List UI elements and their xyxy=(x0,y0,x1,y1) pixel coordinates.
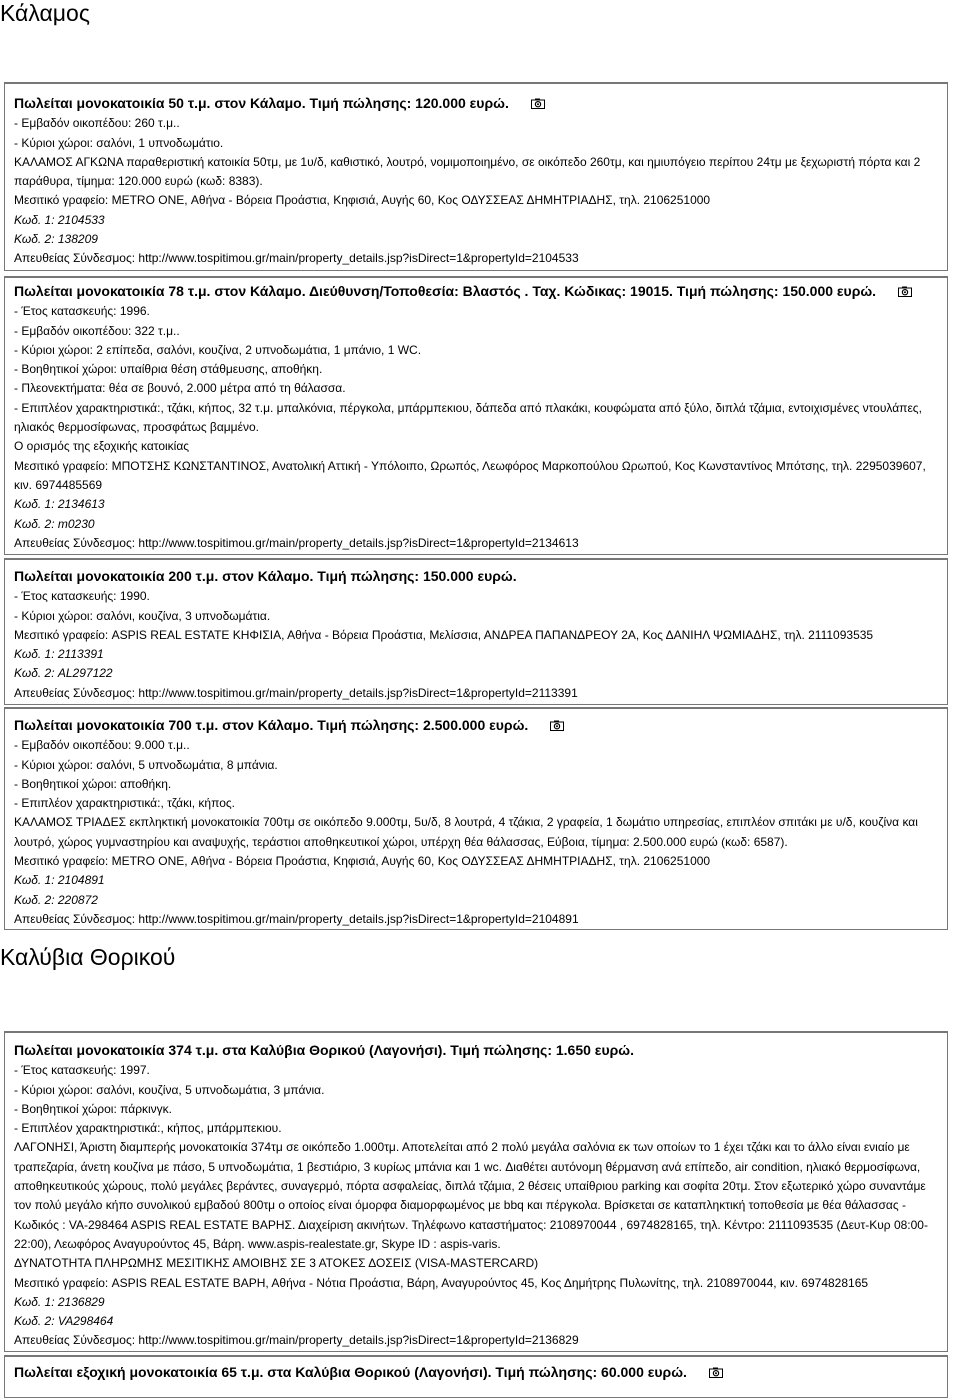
listing-line: - Επιπλέον χαρακτηριστικά:, κήπος, μπάρμπεκιου. xyxy=(14,1121,282,1136)
listing-line: - Έτος κατασκευής: 1997. xyxy=(14,1063,150,1078)
camera-icon[interactable] xyxy=(550,720,564,731)
agency-info: Μεσιτικό γραφείο: ΜΠΟΤΣΗΣ ΚΩΝΣΤΑΝΤΙΝΟΣ, Ανατολική Αττική - Υπόλοιπο, Ωρωπός, Λεωφόρος Μαρκοπούλου Ωρωπού, Κος Κωνσταντίνος Μπότσης, τηλ. 2295039607, κιν. 6974485569 xyxy=(14,458,926,492)
code-1: Κωδ. 1: 2104891 xyxy=(14,873,105,888)
listing-line: - Κύριοι χώροι: 2 επίπεδα, σαλόνι, κουζίνα, 2 υπνοδωμάτια, 1 μπάνιο, 1 WC. xyxy=(14,342,422,357)
direct-link[interactable]: Απευθείας Σύνδεσμος: http://www.tospitimou.gr/main/property_details.jsp?isDirect=1&propertyId=2104533 xyxy=(14,251,579,266)
listing-line: - Επιπλέον χαρακτηριστικά:, τζάκι, κήπος. xyxy=(14,796,236,811)
listing-heading: Πωλείται μονοκατοικία 700 τ.μ. στον Κάλαμο. Τιμή πώλησης: 2.500.000 ευρώ. xyxy=(14,717,529,733)
listing-line: - Βοηθητικοί χώροι: πάρκινγκ. xyxy=(14,1101,173,1116)
code-2: Κωδ. 2: VA298464 xyxy=(14,1314,114,1329)
code-2: Κωδ. 2: AL297122 xyxy=(14,666,113,681)
agency-info: Μεσιτικό γραφείο: ASPIS REAL ESTATE ΒΑΡΗ, Αθήνα - Νότια Προάστια, Βάρη, Αναγυρούντος 45, Κος Δημήτρης Πυλωνίτης, τηλ. 2108970044, κιν. 6974828165 xyxy=(14,1275,869,1290)
listing-line: - Έτος κατασκευής: 1996. xyxy=(14,304,150,319)
listing-line: - Επιπλέον χαρακτηριστικά:, τζάκι, κήπος, 32 τ.μ. μπαλκόνια, πέργκολα, μπάρμπεκιου, δάπεδα από πλακάκι, κουφώματα από ξύλο, διπλά τζάμια, εντοιχισμένες ντουλάπες, ηλιακός θερμοσίφωνας, προσφάτως βαμμένο. xyxy=(14,400,922,435)
direct-link[interactable]: Απευθείας Σύνδεσμος: http://www.tospitimou.gr/main/property_details.jsp?isDirect=1&propertyId=2113391 xyxy=(14,685,578,700)
listing-line: Ο ορισμός της εξοχικής κατοικίας xyxy=(14,439,190,454)
code-2: Κωδ. 2: 220872 xyxy=(14,892,98,907)
code-1: Κωδ. 1: 2136829 xyxy=(14,1294,105,1309)
listing-line: - Κύριοι χώροι: σαλόνι, κουζίνα, 3 υπνοδωμάτια. xyxy=(14,608,271,623)
listing-2 xyxy=(14,282,944,553)
listing-line: - Εμβαδόν οικοπέδου: 322 τ.μ.. xyxy=(14,323,180,338)
listing-line: - Κύριοι χώροι: σαλόνι, 5 υπνοδωμάτια, 8 μπάνια. xyxy=(14,757,278,772)
section-title-kalamos: Κάλαμος xyxy=(0,0,90,26)
listing-line: - Κύριοι χώροι: σαλόνι, 1 υπνοδωμάτιο. xyxy=(14,135,224,150)
camera-icon[interactable] xyxy=(709,1367,723,1378)
listing-line: - Εμβαδόν οικοπέδου: 9.000 τ.μ.. xyxy=(14,738,190,753)
listing-description: ΚΑΛΑΜΟΣ ΤΡΙΑΔΕΣ εκπληκτική μονοκατοικία 700τμ σε οικόπεδο 9.000τμ, 5υ/δ, 8 λουτρά, 4 τζάκια, 2 γραφεία, 1 δωμάτιο υπηρεσίας, επιπλέον σπιτάκι με υ/δ, κουζίνα και λουτρό, χώρος γυμναστηρίου και αναψυχής, τεράστιοι αποθηκευτικοί χώροι, υπέρχη θέα θάλασσας, Εύβοια, τίμημα: 2.500.000 ευρώ (κωδ: 6587). xyxy=(14,815,918,849)
listing-line: ΔΥΝΑΤΟΤΗΤΑ ΠΛΗΡΩΜΗΣ ΜΕΣΙΤΙΚΗΣ ΑΜΟΙΒΗΣ ΣΕ 3 ΑΤΟΚΕΣ ΔΟΣΕΙΣ (VISA-MASTERCARD) xyxy=(14,1256,539,1271)
listing-heading: Πωλείται μονοκατοικία 200 τ.μ. στον Κάλαμο. Τιμή πώλησης: 150.000 ευρώ. xyxy=(14,568,517,584)
listing-heading: Πωλείται μονοκατοικία 50 τ.μ. στον Κάλαμο. Τιμή πώλησης: 120.000 ευρώ. xyxy=(14,95,509,111)
listing-heading: Πωλείται εξοχική μονοκατοικία 65 τ.μ. στα Καλύβια Θορικού (Λαγονήσι). Τιμή πώλησης: 60.000 ευρώ. xyxy=(14,1364,687,1380)
code-2: Κωδ. 2: 138209 xyxy=(14,232,98,247)
camera-icon[interactable] xyxy=(898,286,912,297)
agency-info: Μεσιτικό γραφείο: ASPIS REAL ESTATE ΚΗΦΙΣΙΑ, Αθήνα - Βόρεια Προάστια, Μελίσσια, ΑΝΔΡΕΑ ΠΑΠΑΝΔΡΕΟΥ 2Α, Κος ΔΑΝΙΗΛ ΨΩΜΙΑΔΗΣ, τηλ. 2111093535 xyxy=(14,627,874,642)
listing-6 xyxy=(14,1363,944,1383)
listing-heading: Πωλείται μονοκατοικία 78 τ.μ. στον Κάλαμο. Διεύθυνση/Τοποθεσία: Βλαστός . Ταχ. Κώδικας: 19015. Τιμή πώλησης: 150.000 ευρώ. xyxy=(14,283,877,299)
listing-line: - Έτος κατασκευής: 1990. xyxy=(14,589,150,604)
code-2: Κωδ. 2: m0230 xyxy=(14,516,95,531)
listing-4 xyxy=(14,716,944,929)
code-1: Κωδ. 1: 2104533 xyxy=(14,212,105,227)
code-1: Κωδ. 1: 2134613 xyxy=(14,497,105,512)
direct-link[interactable]: Απευθείας Σύνδεσμος: http://www.tospitimou.gr/main/property_details.jsp?isDirect=1&propertyId=2136829 xyxy=(14,1333,579,1348)
listing-line: - Εμβαδόν οικοπέδου: 260 τ.μ.. xyxy=(14,116,180,131)
listing-line: - Κύριοι χώροι: σαλόνι, κουζίνα, 5 υπνοδωμάτια, 3 μπάνια. xyxy=(14,1082,325,1097)
direct-link[interactable]: Απευθείας Σύνδεσμος: http://www.tospitimou.gr/main/property_details.jsp?isDirect=1&propertyId=2104891 xyxy=(14,911,579,926)
listing-heading: Πωλείται μονοκατοικία 374 τ.μ. στα Καλύβια Θορικού (Λαγονήσι). Τιμή πώλησης: 1.650 ευρώ. xyxy=(14,1042,634,1058)
code-1: Κωδ. 1: 2113391 xyxy=(14,647,104,662)
listing-description: ΚΑΛΑΜΟΣ ΑΓΚΩΝΑ παραθεριστική κατοικία 50τμ, με 1υ/δ, καθιστικό, λουτρό, νομιμοποιημένο, σε οικόπεδο 260τμ, και ημιυπόγειο περίπου 24τμ με ξεχωριστή πόρτα και 2 παράθυρα, τίμημα: 120.000 ευρώ (κωδ: 8383). xyxy=(14,154,921,189)
listing-1 xyxy=(14,94,944,269)
listing-3 xyxy=(14,567,944,703)
section-title-kalyvia-thorikou: Καλύβια Θορικού xyxy=(0,944,176,970)
listing-line: - Πλεονεκτήματα: θέα σε βουνό, 2.000 μέτρα από τη θάλασσα. xyxy=(14,381,346,396)
listing-description: ΛΑΓΟΝΗΣΙ, Άριστη διαμπερής μονοκατοικία 374τμ σε οικόπεδο 1.000τμ. Αποτελείται από 2 πολύ μεγάλα σαλόνια εκ των οποίων το 1 έχει τζάκι και το άλλο είναι ενιαίο με τραπεζαρία, άνετη κουζίνα με πάσο, 5 υπνοδωμάτια, 1 βεστιάριο, 3 κυρίως μπάνια και 1 wc. Διαθέτει αυτόνομη θέρμανση ανά επίπεδο, air condition, ηλιακό θερμοσίφωνα, αποθηκευτικούς χώρους, πολύ μεγάλες βεράντες, συναγερμό, πόρτα ασφαλείας, διπλά τζάμια, 2 θέσεις υπαίθριου parking και σοφίτα 20τμ. Στον εξωτερικό χώρο συναντάμε τον πολύ μεγάλο κήπο συνολικού εμβαδού 800τμ ο οποίος είναι όμορφα διαμορφωμένος με bbq και πέργκολα. Βρίσκεται σε καταπληκτική τοποθεσία με θέα θάλασσας - Κωδικός : VA-298464 ASPIS REAL ESTATE ΒΑΡΗΣ. Διαχείριση ακινήτων. Τηλέφωνο καταστήματος: 2108970044 , 6974828165, τηλ. Κέντρο: 2111093535 (Δευτ-Κυρ 08:00-22:00), Λεωφόρος Αναγυρούντος 45, Βάρη. www.aspis-realestate.gr, Skype ID : aspis-varis. xyxy=(14,1140,928,1251)
agency-info: Μεσιτικό γραφείο: METRO ONE, Αθήνα - Βόρεια Προάστια, Κηφισιά, Αυγής 60, Κος ΟΔΥΣΣΕΑΣ ΔΗΜΗΤΡΙΑΔΗΣ, τηλ. 2106251000 xyxy=(14,854,711,869)
listing-line: - Βοηθητικοί χώροι: υπαίθρια θέση στάθμευσης, αποθήκη. xyxy=(14,362,323,377)
direct-link[interactable]: Απευθείας Σύνδεσμος: http://www.tospitimou.gr/main/property_details.jsp?isDirect=1&propertyId=2134613 xyxy=(14,535,579,550)
camera-icon[interactable] xyxy=(531,98,545,109)
listing-line: - Βοηθητικοί χώροι: αποθήκη. xyxy=(14,776,172,791)
agency-info: Μεσιτικό γραφείο: METRO ONE, Αθήνα - Βόρεια Προάστια, Κηφισιά, Αυγής 60, Κος ΟΔΥΣΣΕΑΣ ΔΗΜΗΤΡΙΑΔΗΣ, τηλ. 2106251000 xyxy=(14,193,711,208)
listing-5 xyxy=(14,1041,944,1351)
